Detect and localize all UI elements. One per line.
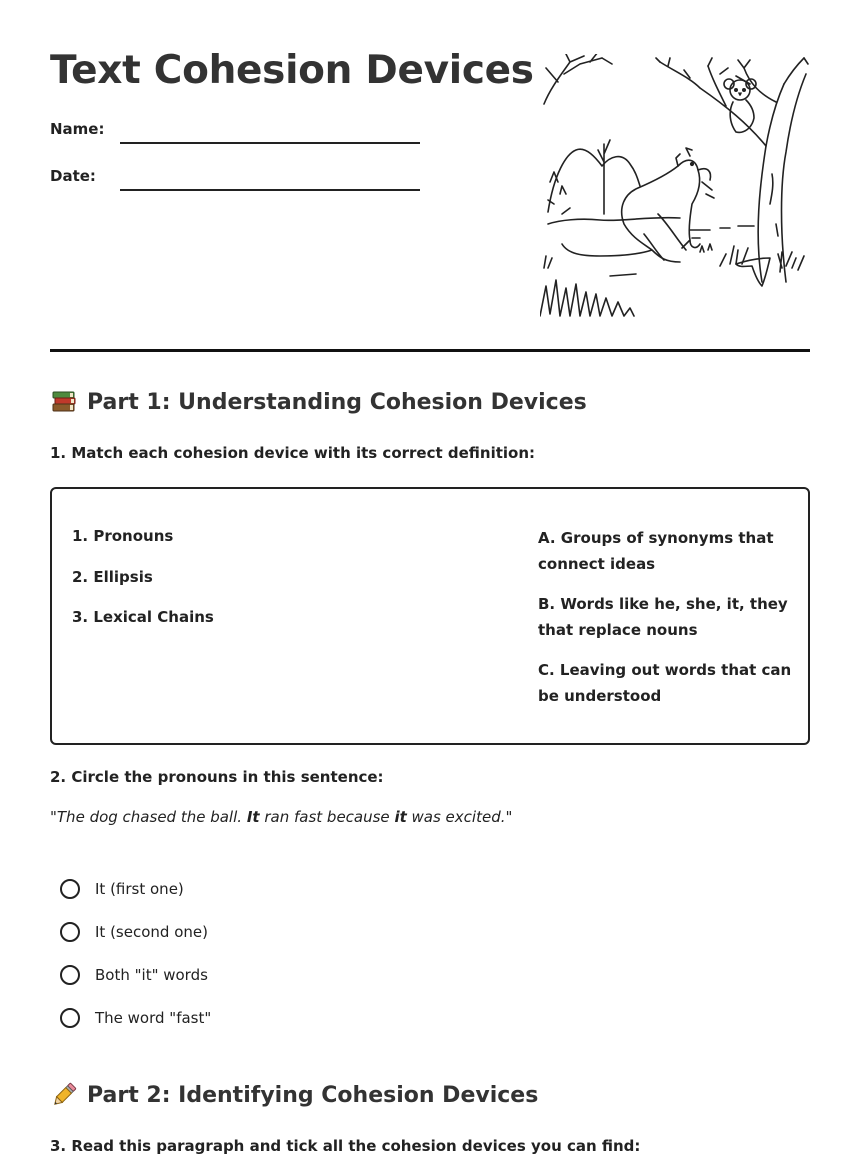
radio-button[interactable] — [60, 879, 80, 899]
part-1-heading — [50, 388, 587, 416]
device-item[interactable]: 2. Ellipsis — [72, 567, 153, 586]
question-2: 2. Circle the pronouns in this sentence: — [50, 768, 384, 786]
question-1: 1. Match each cohesion device with its correct definition: — [50, 444, 536, 462]
sentence-part: was excited." — [406, 808, 513, 826]
pronoun-it-first: It — [246, 808, 260, 826]
page-title: Text Cohesion Devices — [50, 48, 534, 93]
answer-option[interactable] — [60, 962, 208, 988]
pencil-icon — [50, 1081, 78, 1109]
name-field — [50, 120, 420, 138]
sentence-part: ran fast because — [259, 808, 395, 826]
books-icon — [50, 388, 78, 416]
part-2-title: Part 2: Identifying Cohesion Devices — [87, 1082, 539, 1108]
worksheet-header — [50, 48, 810, 320]
answer-option[interactable] — [60, 876, 184, 902]
answer-option[interactable] — [60, 919, 208, 945]
definitions-list — [538, 525, 794, 723]
pronoun-it-second: it — [394, 808, 407, 826]
radio-button[interactable] — [60, 965, 80, 985]
option-label: Both "it" words — [95, 966, 208, 984]
name-input-line[interactable] — [120, 142, 420, 144]
radio-button[interactable] — [60, 922, 80, 942]
date-input-line[interactable] — [120, 189, 420, 191]
name-label: Name: — [50, 120, 105, 138]
definition-item[interactable]: A. Groups of synonyms that connect ideas — [538, 529, 774, 573]
kangaroo-koala-scene-illustration — [540, 54, 810, 320]
answer-option[interactable] — [60, 1005, 211, 1031]
radio-button[interactable] — [60, 1008, 80, 1028]
matching-box — [50, 487, 810, 745]
example-sentence — [50, 808, 512, 826]
definition-item[interactable]: C. Leaving out words that can be understood — [538, 661, 792, 705]
device-item[interactable]: 3. Lexical Chains — [72, 608, 214, 626]
part-1-title: Part 1: Understanding Cohesion Devices — [87, 389, 587, 415]
part-2-heading — [50, 1081, 538, 1109]
option-label: It (first one) — [95, 880, 184, 898]
header-divider — [50, 349, 810, 352]
definition-item[interactable]: B. Words like he, she, it, they that replace nouns — [538, 595, 788, 639]
option-label: The word "fast" — [95, 1009, 212, 1027]
device-item[interactable]: 1. Pronouns — [72, 527, 174, 545]
date-label: Date: — [50, 167, 96, 185]
question-3: 3. Read this paragraph and tick all the cohesion devices you can find: — [50, 1137, 641, 1155]
devices-list — [72, 525, 214, 647]
date-field — [50, 167, 420, 185]
sentence-part: "The dog chased the ball. — [50, 808, 247, 826]
option-label: It (second one) — [95, 923, 208, 941]
